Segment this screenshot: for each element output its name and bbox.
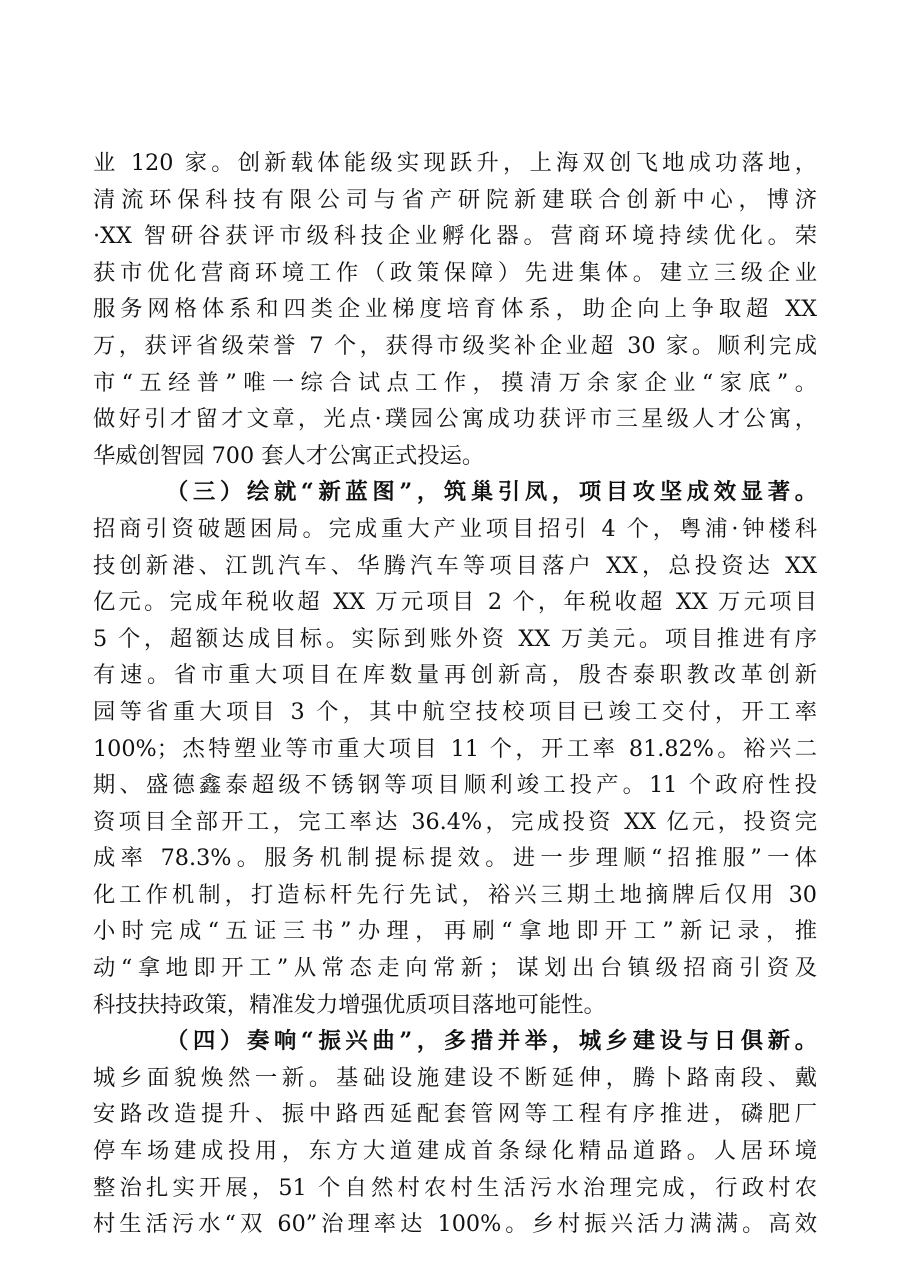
text-line: 科技扶持政策，精准发力增强优质项目落地可能性。 bbox=[93, 991, 606, 1018]
text-line: 有速。省市重大项目在库数量再创新高，殷杏泰职教改革创新 bbox=[93, 662, 817, 689]
document-body bbox=[93, 145, 817, 1243]
text-line: 成率 78.3%。服务机制提标提效。进一步理顺“招推服”一体 bbox=[93, 845, 817, 872]
text-line: 城乡面貌焕然一新。基础设施建设不断延伸，腾卜路南段、戴 bbox=[93, 1064, 817, 1091]
text-line: 做好引才留才文章，光点·璞园公寓成功获评市三星级人才公寓， bbox=[93, 406, 817, 433]
text-line: 5 个，超额达成目标。实际到账外资 XX 万美元。项目推进有序 bbox=[93, 625, 817, 652]
text-line: 资项目全部开工，完工率达 36.4%，完成投资 XX 亿元，投资完 bbox=[93, 808, 817, 835]
text-line: 市“五经普”唯一综合试点工作，摸清万余家企业“家底”。 bbox=[93, 369, 817, 396]
text-line: 小时完成“五证三书”办理，再刷“拿地即开工”新记录，推 bbox=[93, 918, 817, 945]
text-line: 华威创智园 700 套人才公寓正式投运。 bbox=[93, 442, 485, 469]
text-line: 万，获评省级荣誉 7 个，获得市级奖补企业超 30 家。顺利完成 bbox=[93, 332, 817, 359]
section-heading-4: （四）奏响“振兴曲”，多措并举，城乡建设与日俱新。 bbox=[166, 1028, 817, 1055]
text-line: ·XX 智研谷获评市级科技企业孵化器。营商环境持续优化。荣 bbox=[93, 223, 817, 250]
text-line: 动“拿地即开工”从常态走向常新；谋划出台镇级招商引资及 bbox=[93, 955, 817, 982]
text-line: 业 120 家。创新载体能级实现跃升，上海双创飞地成功落地， bbox=[93, 150, 817, 176]
text-line: 100%；杰特塑业等市重大项目 11 个，开工率 81.82%。裕兴二 bbox=[93, 735, 817, 762]
text-line: 安路改造提升、振中路西延配套管网等工程有序推进，磷肥厂 bbox=[93, 1101, 817, 1128]
text-line: 服务网格体系和四类企业梯度培育体系，助企向上争取超 XX bbox=[93, 296, 817, 323]
text-line: 停车场建成投用，东方大道建成首条绿化精品道路。人居环境 bbox=[93, 1138, 817, 1165]
text-line: 亿元。完成年税收超 XX 万元项目 2 个，年税收超 XX 万元项目 bbox=[93, 589, 817, 616]
text-line: 招商引资破题困局。完成重大产业项目招引 4 个，粤浦·钟楼科 bbox=[93, 515, 817, 542]
text-line: 化工作机制，打造标杆先行先试，裕兴三期土地摘牌后仅用 30 bbox=[93, 881, 817, 908]
text-line: 清流环保科技有限公司与省产研院新建联合创新中心，博济 bbox=[93, 186, 817, 213]
section-heading-3: （三）绘就“新蓝图”，筑巢引凤，项目攻坚成效显著。 bbox=[166, 479, 817, 506]
text-line: 期、盛德鑫泰超级不锈钢等项目顺利竣工投产。11 个政府性投 bbox=[93, 772, 817, 799]
text-line: 技创新港、江凯汽车、华腾汽车等项目落户 XX，总投资达 XX bbox=[93, 552, 817, 579]
text-line: 村生活污水“双 60”治理率达 100%。乡村振兴活力满满。高效 bbox=[93, 1211, 817, 1238]
text-line: 园等省重大项目 3 个，其中航空技校项目已竣工交付，开工率 bbox=[93, 698, 817, 725]
text-line: 整治扎实开展，51 个自然村农村生活污水治理完成，行政村农 bbox=[93, 1174, 817, 1201]
text-line: 获市优化营商环境工作（政策保障）先进集体。建立三级企业 bbox=[93, 259, 817, 286]
